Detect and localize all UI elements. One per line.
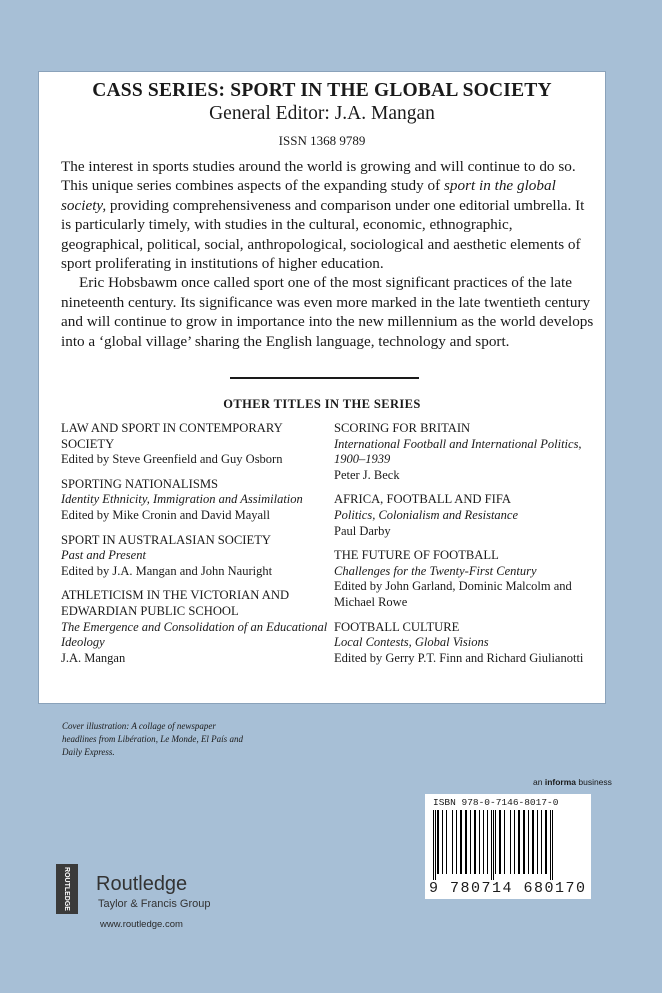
book-entry: [334, 620, 599, 667]
barcode-bar: [541, 810, 542, 874]
barcode-guard-bar: [493, 810, 494, 880]
publisher-website[interactable]: www.routledge.com: [100, 919, 183, 930]
general-editor: General Editor: J.A. Mangan: [209, 103, 435, 124]
barcode-bar: [537, 810, 538, 874]
book-subtitle: Challenges for the Twenty-First Century: [334, 563, 537, 578]
issn: ISSN 1368 9789: [278, 133, 366, 148]
series-description: [61, 157, 597, 351]
series-panel: [38, 71, 606, 704]
book-editors: J.A. Mangan: [61, 650, 126, 665]
book-subtitle: International Football and International Politics, 1900–1939: [334, 436, 582, 467]
barcode-guard-bar: [550, 810, 551, 880]
book-entry: [61, 421, 331, 468]
barcode-digits: 9 780714 680170: [429, 880, 587, 897]
routledge-vertical-mark: [56, 864, 78, 914]
book-title: FOOTBALL CULTURE: [334, 619, 460, 634]
book-editors: Paul Darby: [334, 523, 391, 538]
barcode-bars: [431, 810, 585, 880]
series-title: CASS SERIES: SPORT IN THE GLOBAL SOCIETY: [92, 80, 552, 101]
barcode-guard-bar: [491, 810, 492, 880]
barcode-bar: [465, 810, 467, 874]
book-subtitle: The Emergence and Consolidation of an Educational Ideology: [61, 619, 328, 650]
section-divider: [230, 377, 419, 379]
barcode-bar: [470, 810, 471, 874]
barcode-bar: [518, 810, 520, 874]
book-editors: Peter J. Beck: [334, 467, 400, 482]
other-titles-left-column: [61, 421, 331, 675]
book-subtitle: Politics, Colonialism and Resistance: [334, 507, 519, 522]
description-paragraph-1: The interest in sports studies around the world is growing and will continue to do so. This unique series combines aspects of the expanding study of sport in the global society, providing comprehensiveness and comparison under one editorial umbrella. It is particularly timely, with studies in the cultural, economic, ethnographic, geographical, political, social, anthropological, sociological and aesthetic elements of sport proliferating in institutions of higher education.: [61, 158, 585, 273]
cover-illustration-credit: Cover illustration: A collage of newspaper headlines from Libération, Le Monde, El País and Daily Express.: [62, 721, 243, 757]
book-title: SCORING FOR BRITAIN: [334, 421, 471, 435]
informa-business-label: an informa business: [533, 777, 612, 787]
book-editors: Edited by John Garland, Dominic Malcolm and Michael Rowe: [334, 579, 572, 609]
book-entry: [334, 492, 599, 539]
book-subtitle: Local Contests, Global Visions: [334, 635, 489, 650]
book-subtitle: Past and Present: [61, 548, 146, 563]
barcode-guard-bar: [435, 810, 436, 880]
book-editors: Edited by Steve Greenfield and Guy Osborn: [61, 452, 283, 467]
other-titles-right-column: [334, 421, 599, 675]
barcode-bar: [452, 810, 453, 874]
book-title: SPORT IN AUSTRALASIAN SOCIETY: [61, 532, 271, 547]
barcode-bar: [442, 810, 443, 874]
barcode-bar: [446, 810, 447, 874]
barcode-bar: [474, 810, 476, 874]
book-title: ATHLETICISM IN THE VICTORIAN AND EDWARDIAN PUBLIC SCHOOL: [61, 588, 290, 618]
book-title: SPORTING NATIONALISMS: [61, 476, 219, 491]
barcode-bar: [479, 810, 480, 874]
barcode-bar: [487, 810, 488, 874]
barcode-bar: [504, 810, 505, 874]
barcode-guard-bar: [433, 810, 434, 880]
book-editors: Edited by Gerry P.T. Finn and Richard Giulianotti: [334, 650, 584, 665]
book-editors: Edited by Mike Cronin and David Mayall: [61, 507, 270, 522]
barcode-bar: [495, 810, 496, 874]
book-entry: [334, 548, 599, 610]
book-entry: [61, 533, 331, 580]
book-editors: Edited by J.A. Mangan and John Nauright: [61, 563, 273, 578]
barcode-bar: [523, 810, 525, 874]
isbn-barcode: [425, 794, 591, 899]
book-entry: [61, 477, 331, 524]
barcode-bar: [514, 810, 515, 874]
book-title: AFRICA, FOOTBALL AND FIFA: [334, 492, 512, 507]
barcode-bar: [456, 810, 457, 874]
publisher-group: Taylor & Francis Group: [98, 898, 211, 910]
description-paragraph-2: Eric Hobsbawm once called sport one of the most significant practices of the late nineteenth century. Its significance was even more marked in the late twentieth century and will continue to grow in importance into the new millennium as the world develops into a ‘global village’ sharing the English language, technology and sport.: [61, 274, 594, 350]
barcode-bar: [510, 810, 511, 874]
barcode-bar: [460, 810, 462, 874]
publisher-name: Routledge: [96, 873, 188, 895]
barcode-bar: [483, 810, 484, 874]
book-entry: [334, 421, 599, 483]
barcode-bar: [499, 810, 501, 874]
other-titles-heading: OTHER TITLES IN THE SERIES: [223, 397, 421, 411]
barcode-bar: [528, 810, 529, 874]
book-entry: [61, 588, 331, 666]
book-title: THE FUTURE OF FOOTBALL: [334, 548, 499, 563]
barcode-bar: [532, 810, 534, 874]
barcode-guard-bar: [552, 810, 553, 880]
book-subtitle: Identity Ethnicity, Immigration and Assimilation: [61, 492, 303, 507]
book-title: LAW AND SPORT IN CONTEMPORARY SOCIETY: [61, 421, 283, 451]
barcode-bar: [545, 810, 547, 874]
barcode-bar: [437, 810, 439, 874]
routledge-vertical-text: ROUTLEDGE: [63, 867, 71, 911]
isbn-label: ISBN 978-0-7146-8017-0: [433, 797, 559, 808]
